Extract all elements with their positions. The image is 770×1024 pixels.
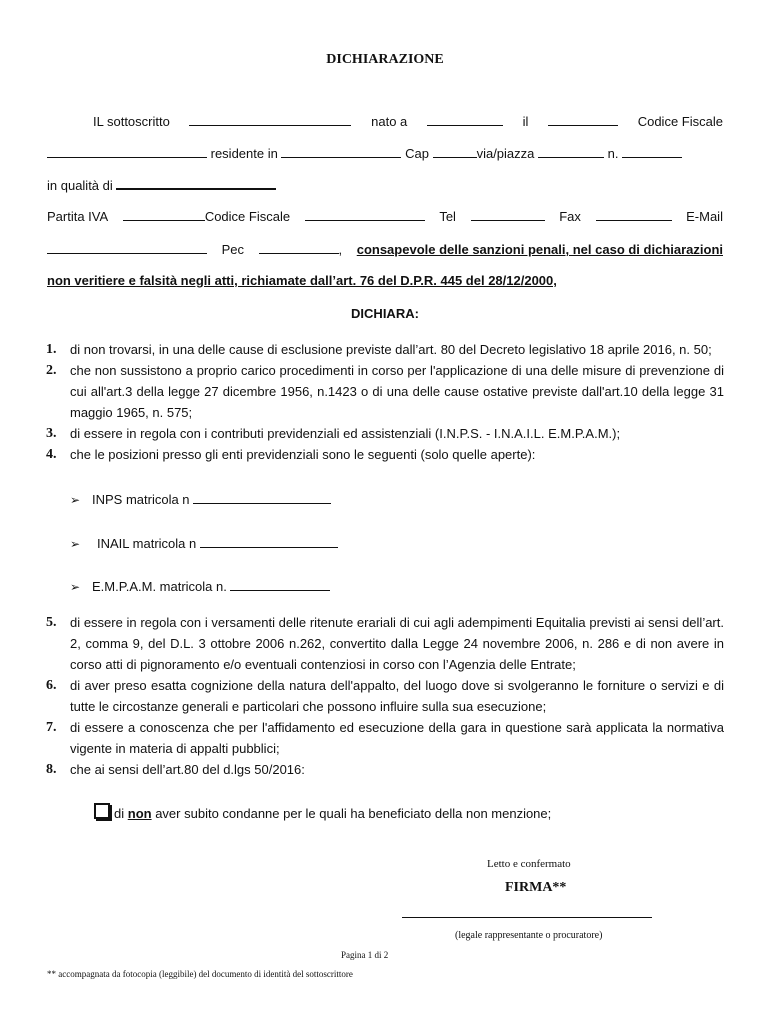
codice-fiscale-label: Codice Fiscale	[637, 114, 723, 129]
item-number: 8.	[46, 762, 57, 777]
item-number: 7.	[46, 720, 57, 735]
street-field[interactable]	[538, 145, 604, 158]
dpr-reference: non veritiere e falsità negli atti, richiamate dall’art. 76 del D.P.R. 445 del 28/12/2000,	[47, 273, 557, 288]
inps-row	[70, 491, 331, 507]
item-number: 4.	[46, 447, 57, 462]
birthplace-field[interactable]	[427, 113, 503, 126]
declarant-row-4	[47, 208, 723, 225]
partita-iva-label: Partita IVA	[47, 209, 109, 224]
check-pre-text: di	[114, 806, 125, 821]
legale-caption: (legale rappresentante o procuratore)	[455, 930, 603, 941]
codice-fiscale-field[interactable]	[47, 145, 207, 158]
declarant-row-1	[47, 113, 723, 130]
item-text: di aver preso esatta cognizione della natura dell'appalto, del luogo dove si svolgeranno le forniture o servizi e di tutte le circostanze generali e particolari che possono influire sulla sua esecuzione;	[70, 678, 724, 714]
pec-field[interactable]	[259, 241, 339, 254]
comma: ,	[338, 242, 343, 257]
footnote: ** accompagnata da fotocopia (leggibile) del documento di identità del sottoscrittore	[47, 969, 353, 979]
item-number: 6.	[46, 678, 57, 693]
email-label: E-Mail	[686, 209, 723, 224]
arrow-bullet-icon: ➢	[70, 537, 81, 551]
firma-label: FIRMA**	[505, 880, 567, 895]
birthdate-field[interactable]	[548, 113, 618, 126]
list-item	[46, 423, 724, 444]
empam-label: E.M.P.A.M. matricola n.	[92, 579, 227, 594]
declaration-list-2	[46, 612, 724, 780]
list-item	[46, 612, 724, 675]
page-number: Pagina 1 di 2	[341, 950, 389, 960]
qualita-label: in qualità di	[47, 178, 113, 193]
inps-field[interactable]	[193, 491, 331, 504]
via-label: via/piazza	[476, 146, 535, 161]
tel-label: Tel	[439, 209, 456, 224]
cap-label: Cap	[405, 146, 429, 161]
arrow-bullet-icon: ➢	[70, 493, 81, 507]
item-number: 1.	[46, 342, 57, 357]
item-number: 5.	[46, 615, 57, 630]
inps-label: INPS matricola n	[92, 492, 190, 507]
check-non-text: non	[127, 806, 152, 821]
consapevole-text: consapevole delle sanzioni penali, nel caso di dichiarazioni	[356, 242, 723, 257]
page-title: DICHIARAZIONE	[326, 52, 444, 67]
item-text: di essere in regola con i versamenti delle ritenute erariali di cui agli adempimenti Equitalia previsti ai sensi dell’art. 2, comma 9, del D.L. 3 ottobre 2006 n.262, convertito dalla Legge 24 novembre 2006, n. 286 e di non avere in corso atti di pignoramento e/o eventuali contenziosi in corso con l’Agenzia delle Entrate;	[70, 615, 724, 672]
item-text: che non sussistono a proprio carico procedimenti in corso per l'applicazione di una delle misure di prevenzione di cui all'art.3 della legge 27 dicembre 1956, n.1423 o di una delle cause ostative previste dall'art.10 della legge 31 maggio 1965, n. 575;	[70, 363, 724, 420]
nato-label: nato a	[371, 114, 408, 129]
pec-label: Pec	[221, 242, 244, 257]
tel-field[interactable]	[471, 208, 545, 221]
inail-row	[70, 535, 338, 551]
condanne-option	[94, 803, 551, 822]
declarant-row-3	[47, 176, 276, 194]
item-text: di non trovarsi, in una delle cause di esclusione previste dall’art. 80 del Decreto legislativo 18 aprile 2016, n. 50;	[70, 342, 712, 357]
codice-fiscale-label-2: Codice Fiscale	[204, 209, 291, 224]
residente-label: residente in	[210, 146, 278, 161]
check-post-text: aver subito condanne per le quali ha beneficiato della non menzione;	[155, 806, 552, 821]
item-text: di essere in regola con i contributi previdenziali ed assistenziali (I.N.P.S. - I.N.A.I.L. E.M.P.A.M.);	[70, 426, 621, 441]
signature-line[interactable]	[402, 917, 652, 918]
empam-row	[70, 578, 330, 594]
condanne-checkbox[interactable]	[94, 803, 110, 819]
declarant-row-2	[47, 145, 682, 162]
codice-fiscale-field-2[interactable]	[305, 208, 425, 221]
email-field[interactable]	[47, 241, 207, 254]
item-number: 2.	[46, 363, 57, 378]
name-field[interactable]	[189, 113, 351, 126]
declarant-row-5	[47, 241, 723, 258]
il-label: il	[522, 114, 529, 129]
list-item	[46, 360, 724, 423]
item-text: che ai sensi dell’art.80 del d.lgs 50/2016:	[70, 762, 305, 777]
list-item	[46, 339, 724, 360]
role-field[interactable]	[116, 176, 276, 190]
declaration-list-1	[46, 339, 724, 465]
inail-label: INAIL matricola n	[97, 536, 197, 551]
street-number-field[interactable]	[622, 145, 682, 158]
letto-confermato: Letto e confermato	[487, 858, 571, 870]
fax-label: Fax	[559, 209, 581, 224]
sottoscritto-label: IL sottoscritto	[93, 114, 170, 129]
partita-iva-field[interactable]	[123, 208, 205, 221]
list-item	[46, 444, 724, 465]
arrow-bullet-icon: ➢	[70, 580, 81, 594]
fax-field[interactable]	[596, 208, 672, 221]
list-item	[46, 675, 724, 717]
cap-field[interactable]	[433, 145, 477, 158]
n-label: n.	[607, 146, 619, 161]
item-text: di essere a conoscenza che per l'affidamento ed esecuzione della gara in questione sarà applicata la normativa vigente in materia di appalti pubblici;	[70, 720, 724, 756]
empam-field[interactable]	[230, 578, 330, 591]
item-text: che le posizioni presso gli enti previdenziali sono le seguenti (solo quelle aperte):	[70, 447, 536, 462]
residence-field[interactable]	[281, 145, 401, 158]
list-item	[46, 759, 724, 780]
list-item	[46, 717, 724, 759]
inail-field[interactable]	[200, 535, 338, 548]
dichiara-heading: DICHIARA:	[351, 306, 419, 321]
item-number: 3.	[46, 426, 57, 441]
